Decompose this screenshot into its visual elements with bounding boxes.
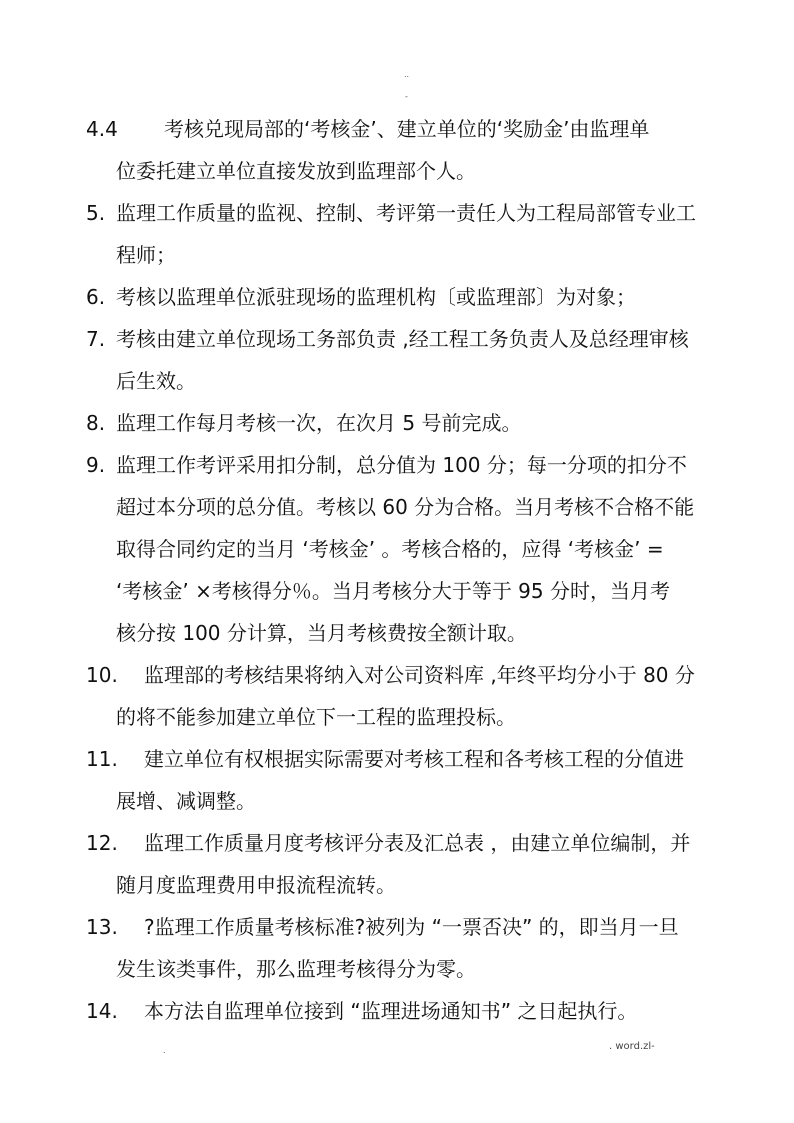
document-body [86, 108, 736, 1032]
item-text-line: 取得合同约定的当月 ‘考核金’ 。考核合格的，应得 ‘考核金’ = [116, 537, 664, 561]
item-text-line: 程师； [116, 243, 176, 267]
item-number: 11. [86, 747, 118, 771]
item-text-line: 核分按 100 分计算，当月考核费按全额计取。 [116, 621, 527, 645]
list-item-11 [86, 738, 736, 822]
item-text-line: 监理部的考核结果将纳入对公司资料库 ,年终平均分小于 80 分 [144, 663, 695, 687]
item-text-line: 随月度监理费用申报流程流转。 [116, 873, 396, 897]
item-text-line: 考核兑现局部的‘考核金’、建立单位的‘奖励金’由监理单 [144, 117, 650, 141]
item-text-line: ?监理工作质量考核标准?被列为 “一票否决” 的，即当月一旦 [144, 915, 679, 939]
item-text-line: 考核以监理单位派驻现场的监理机构〔或监理部〕为对象； [116, 285, 636, 309]
header-mark-bottom: - [405, 92, 408, 101]
item-number: 14. [86, 999, 118, 1023]
item-text-line: 监理工作每月考核一次，在次月 5 号前完成。 [116, 411, 522, 435]
item-text-line: 后生效。 [116, 369, 196, 393]
item-number: 7. [86, 327, 106, 351]
list-item-14 [86, 990, 736, 1032]
item-text-line: 位委托建立单位直接发放到监理部个人。 [116, 159, 476, 183]
item-text-line: 考核由建立单位现场工务部负责 ,经工程工务负责人及总经理审核 [116, 327, 689, 351]
footer-left-mark: . [163, 1046, 166, 1055]
item-number: 9. [86, 453, 106, 477]
list-item-7 [86, 318, 736, 402]
item-number: 10. [86, 663, 118, 687]
list-item-8 [86, 402, 736, 444]
item-text-line: 建立单位有权根据实际需要对考核工程和各考核工程的分值进 [144, 747, 684, 771]
item-number: 12. [86, 831, 118, 855]
list-item-10 [86, 654, 736, 738]
list-item-13 [86, 906, 736, 990]
list-item-9 [86, 444, 736, 654]
footer-right-mark: . word.zl- [609, 1041, 655, 1052]
item-text-line: 展增、减调整。 [116, 789, 256, 813]
item-text-line: 本方法自监理单位接到 “监理进场通知书” 之日起执行。 [144, 999, 638, 1023]
list-item-4-4 [86, 108, 736, 192]
list-item-6 [86, 276, 736, 318]
item-text-line: 监理工作质量月度考核评分表及汇总表 ，由建立单位编制，并 [144, 831, 691, 855]
item-number: 13. [86, 915, 118, 939]
list-item-5 [86, 192, 736, 276]
item-text-line: 超过本分项的总分值。考核以 60 分为合格。当月考核不合格不能 [116, 495, 695, 519]
item-text-line: 监理工作考评采用扣分制，总分值为 100 分；每一分项的扣分不 [116, 453, 687, 477]
header-mark-top: .. [404, 70, 410, 79]
item-text-line: 监理工作质量的监视、控制、考评第一责任人为工程局部管专业工 [116, 201, 696, 225]
item-number: 5. [86, 201, 106, 225]
item-text-line: 发生该类事件，那么监理考核得分为零。 [116, 957, 476, 981]
item-text-line: ‘考核金’ ×考核得分％。当月考核分大于等于 95 分时，当月考 [116, 579, 670, 603]
item-number: 6. [86, 285, 106, 309]
item-number: 4.4 [86, 117, 118, 141]
item-number: 8. [86, 411, 106, 435]
list-item-12 [86, 822, 736, 906]
item-text-line: 的将不能参加建立单位下一工程的监理投标。 [116, 705, 516, 729]
